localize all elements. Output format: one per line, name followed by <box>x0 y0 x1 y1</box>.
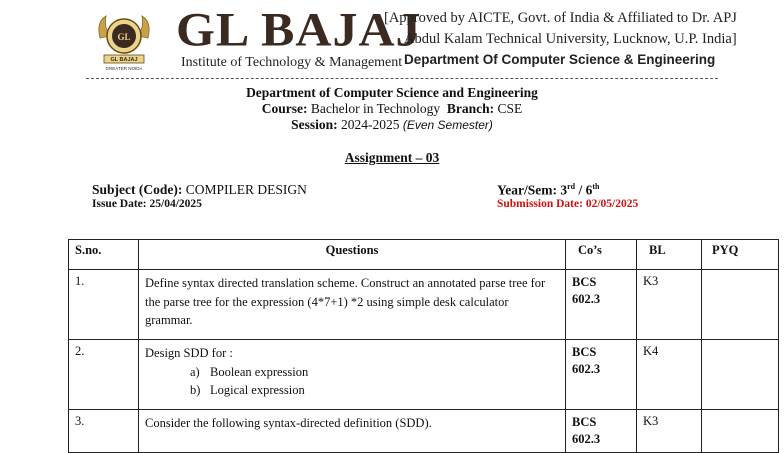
header-department: Department Of Computer Science & Engineering <box>404 52 716 67</box>
row-question <box>139 340 566 410</box>
row-sno: 1. <box>69 270 139 340</box>
session-label: Session: <box>291 117 338 132</box>
table-row <box>69 410 779 453</box>
row-question: Define syntax directed translation scheme. Construct an annotated parse tree for the parse tree for the expression (4*7+1) *2 using simple desk calculator grammar. <box>139 270 566 340</box>
row-sno: 3. <box>69 410 139 453</box>
row-pyq <box>702 410 779 453</box>
co-code: BCS <box>572 345 597 359</box>
co-number: 602.3 <box>572 292 601 306</box>
row-pyq <box>702 340 779 410</box>
year-value: 3 <box>560 182 568 198</box>
table-row <box>69 340 779 410</box>
yearsem-label: Year/Sem: <box>497 182 557 198</box>
assignment-title: Assignment – 03 <box>344 150 440 165</box>
sub-item-text: Boolean expression <box>210 364 309 379</box>
logo-subtext: GREATER NOIDA <box>105 66 143 71</box>
session-line <box>0 117 784 133</box>
subject-label: Subject (Code): <box>92 182 183 197</box>
institute-name: Institute of Technology & Management <box>181 55 403 70</box>
department-title: Department of Computer Science and Engineering <box>246 85 538 100</box>
submission-date: Submission Date: 02/05/2025 <box>497 198 639 210</box>
header-sno: S.no. <box>69 240 139 270</box>
approval-line-1: [Approved by AICTE, Govt. of India & Affiliated to Dr. APJ <box>384 10 737 26</box>
list-item <box>145 381 559 400</box>
header-bl: BL <box>637 240 702 270</box>
row-bl: K3 <box>637 410 702 453</box>
row-bl: K4 <box>637 340 702 410</box>
session-value: 2024-2025 <box>340 117 400 132</box>
course-line <box>0 101 784 117</box>
row-pyq <box>702 270 779 340</box>
semester-note: (Even Semester) <box>402 118 493 132</box>
row-sno: 2. <box>69 340 139 410</box>
row-co <box>566 270 637 340</box>
co-number: 602.3 <box>572 432 601 446</box>
questions-table <box>68 239 779 453</box>
co-number: 602.3 <box>572 362 601 376</box>
branch-value: CSE <box>497 101 523 116</box>
header-questions: Questions <box>139 240 566 270</box>
co-code: BCS <box>572 275 597 289</box>
sub-item-text: Logical expression <box>210 383 305 397</box>
co-code: BCS <box>572 415 597 429</box>
subject-line <box>92 182 307 198</box>
sub-item-list <box>145 363 559 400</box>
row-co <box>566 340 637 410</box>
header-divider <box>86 78 718 79</box>
course-value: Bachelor in Technology <box>310 101 441 116</box>
sub-item-label: a) <box>190 364 200 379</box>
issue-date: Issue Date: 25/04/2025 <box>92 198 202 210</box>
sub-item-label: b) <box>190 383 201 397</box>
course-label: Course: <box>261 101 308 116</box>
logo-text: GL BAJAJ <box>110 57 138 63</box>
row-co <box>566 410 637 453</box>
branch-label: Branch: <box>446 101 495 116</box>
row-question-text: Design SDD for : <box>145 346 233 360</box>
institute-logo <box>92 8 156 72</box>
row-bl: K3 <box>637 270 702 340</box>
row-question: Consider the following syntax-directed definition (SDD). <box>139 410 566 453</box>
list-item <box>145 363 559 382</box>
brand-name: GL BAJAJ <box>176 2 422 57</box>
sem-value: 6 <box>585 182 593 198</box>
header-cos: Co’s <box>566 240 637 270</box>
header-pyq: PYQ <box>702 240 779 270</box>
subject-value: COMPILER DESIGN <box>185 182 307 197</box>
svg-text:GL: GL <box>117 32 131 42</box>
year-sem: Year/Sem: 3rd / 6th <box>497 182 600 198</box>
approval-line-2: Abdul Kalam Technical University, Lucknow, U.P. India] <box>404 31 737 47</box>
year-suffix: rd <box>567 182 576 191</box>
table-row <box>69 270 779 340</box>
sem-suffix: th <box>592 182 600 191</box>
table-header-row <box>69 240 779 270</box>
